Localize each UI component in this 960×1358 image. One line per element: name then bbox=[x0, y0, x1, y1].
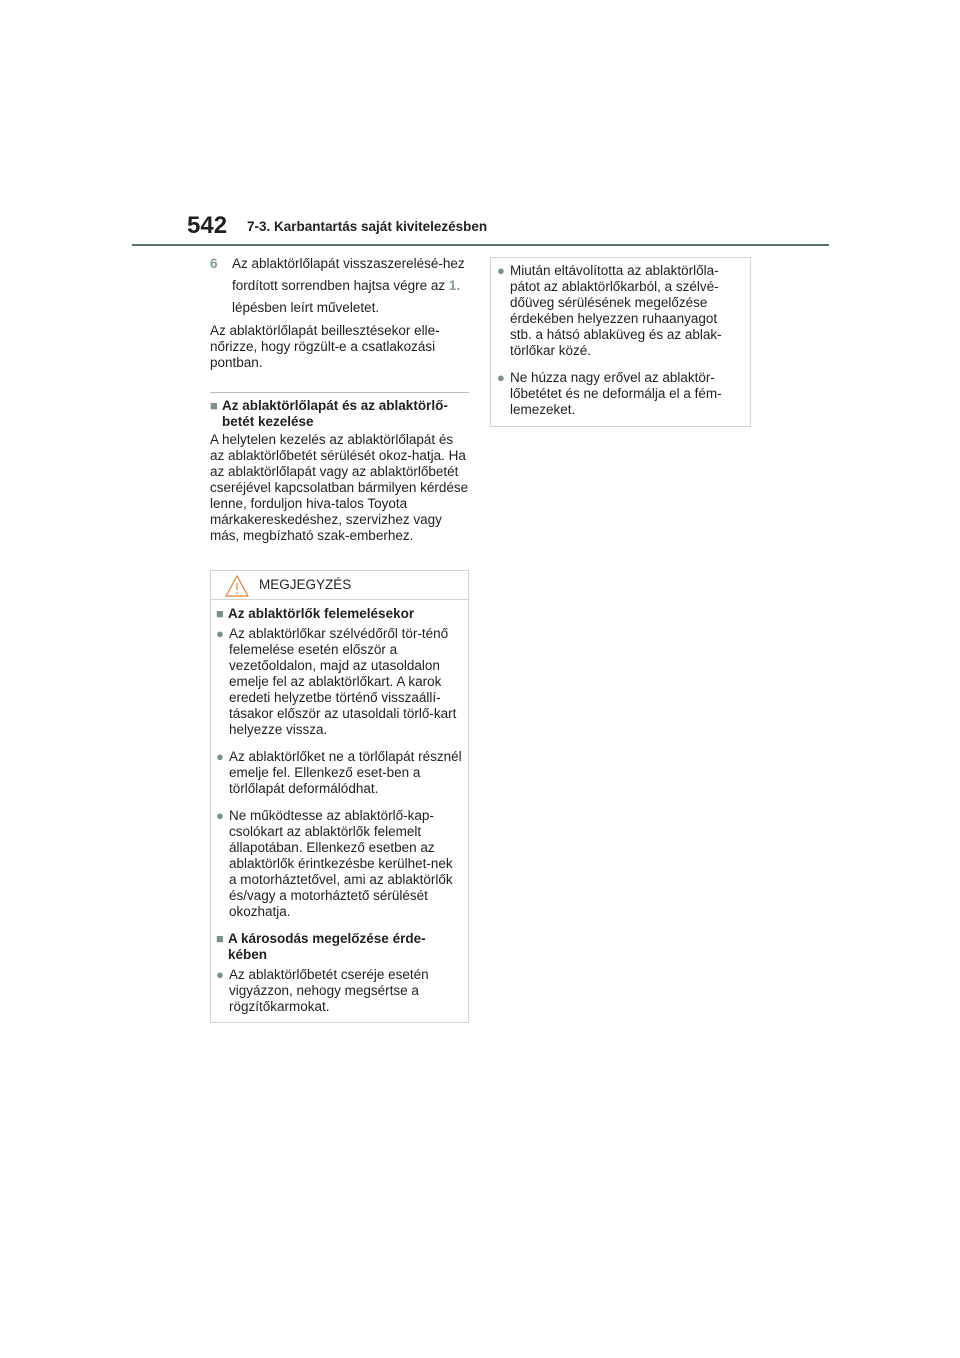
install-paragraph: Az ablaktörlőlapát beillesztésekor elle-nőrizze, hogy rögzült-e a csatlakozási pontban. bbox=[210, 323, 440, 370]
notice-item bbox=[216, 749, 462, 797]
step-6 bbox=[210, 256, 469, 319]
round-bullet-icon: ● bbox=[497, 263, 505, 278]
handling-heading-text: Az ablaktörlőlapát és az ablaktörlő-betét kezelése bbox=[222, 398, 448, 429]
step-text-before: Az ablaktörlőlapát visszaszerelésé-hez fordított sorrendben hajtsa végre az bbox=[232, 256, 465, 293]
section-title: 7-3. Karbantartás saját kivitelezésben bbox=[247, 219, 488, 234]
round-bullet-icon: ● bbox=[216, 626, 224, 641]
step-text bbox=[232, 253, 469, 319]
notice-heading-1-text: Az ablaktörlők felemelésekor bbox=[228, 606, 415, 621]
notice-item bbox=[216, 626, 462, 738]
caution-body bbox=[491, 258, 750, 418]
step-text-after: lépésben leírt műveletet. bbox=[232, 300, 380, 315]
notice-heading-2 bbox=[216, 931, 462, 963]
caution-item-text: Ne húzza nagy erővel az ablaktör-lőbetétet és ne deformálja el a fém-lemezeket. bbox=[510, 370, 722, 417]
notice-heading-2-text: A károsodás megelőzése érde-kében bbox=[228, 931, 426, 962]
caution-box bbox=[490, 257, 751, 427]
square-bullet-icon: ■ bbox=[216, 606, 224, 621]
round-bullet-icon: ● bbox=[497, 370, 505, 385]
round-bullet-icon: ● bbox=[216, 749, 224, 764]
notice-item-text: Az ablaktörlőket ne a törlőlapát résznél emelje fel. Ellenkező eset-ben a törlőlapát deformálódhat. bbox=[229, 749, 462, 796]
caution-item-text: Miután eltávolította az ablaktörlőla-pátot az ablaktörlőkarból, a szélvé-dőüveg sérülésének megelőzése érdekében helyezzen ruhaanyagot stb. a hátsó ablaküveg és az ablak-törlőkar közé. bbox=[510, 263, 722, 358]
square-bullet-icon: ■ bbox=[216, 931, 224, 946]
page-number: 542 bbox=[187, 212, 228, 239]
notice-body bbox=[211, 600, 468, 1015]
handling-body: A helytelen kezelés az ablaktörlőlapát és az ablaktörlőbetét sérülését okoz-hatja. Ha az ablaktörlőlapát vagy az ablaktörlőbetét cseréjével kapcsolatban bármilyen kérdése lenne, forduljon hiva-talos Toyota márkakereskedéshez, szervizhez vagy más, megbízható szak-emberhez. bbox=[210, 432, 469, 543]
notice-item-text: Az ablaktörlőbetét cseréje esetén vigyázzon, nehogy megsértse a rögzítőkarmokat. bbox=[229, 967, 429, 1014]
notice-item-text: Az ablaktörlőkar szélvédőről tör-ténő felemelése esetén először a vezetőoldalon, majd az utasoldalon emelje fel az ablaktörlőkart. A karok eredeti helyzetbe történő visszaállí-tásakor először az utasoldali törlő-kart helyezze vissza. bbox=[229, 626, 457, 737]
caution-item bbox=[497, 370, 742, 418]
notice-heading-1 bbox=[216, 606, 462, 622]
notice-box bbox=[210, 570, 469, 1023]
notice-item-text: Ne működtesse az ablaktörlő-kap-csolókart az ablaktörlők felemelt állapotában. Ellenkező esetben az ablaktörlők érintkezésbe kerülhet-nek a motorháztetővel, ami az ablaktörlők és/vagy a motorháztető sérülését okozhatja. bbox=[229, 808, 453, 919]
notice-item bbox=[216, 967, 462, 1015]
left-column bbox=[210, 256, 469, 544]
divider bbox=[210, 392, 469, 393]
notice-header bbox=[211, 571, 468, 600]
notice-item bbox=[216, 808, 462, 920]
step-number: 6 bbox=[210, 256, 218, 271]
round-bullet-icon: ● bbox=[216, 808, 224, 823]
notice-label: MEGJEGYZÉS bbox=[259, 577, 352, 592]
handling-heading bbox=[210, 398, 469, 430]
round-bullet-icon: ● bbox=[216, 967, 224, 982]
caution-item bbox=[497, 263, 742, 359]
step-reference: 1. bbox=[448, 278, 461, 293]
header-rule bbox=[132, 244, 829, 246]
warning-triangle-icon bbox=[225, 575, 249, 597]
square-bullet-icon: ■ bbox=[210, 398, 218, 413]
